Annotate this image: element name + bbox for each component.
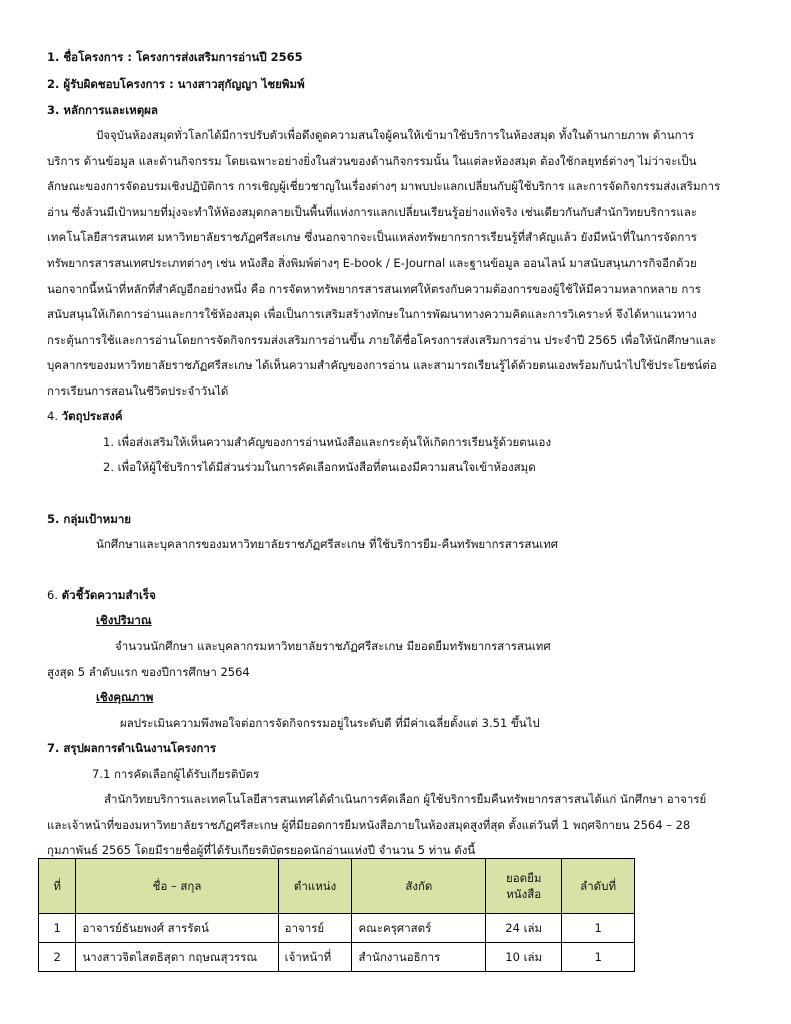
cell-borrow-count: 24 เล่ม — [486, 914, 562, 943]
summary-line: และเจ้าหน้าที่ของมหาวิทยาลัยราชภัฏศรีสะเกษ ผู้ที่มียอดการยืมหนังสือภายในห้องสมุดสูงที่สุด ตั้งแต่วันที่ 1 พฤศจิกายน 2564 – 28 — [47, 818, 691, 832]
cell-affiliation: คณะครุศาสตร์ — [352, 914, 486, 943]
header-no: ที่ — [39, 859, 76, 914]
table-header-row — [39, 859, 635, 914]
target-text: นักศึกษาและบุคลากรของมหาวิทยาลัยราชภัฏศรีสะเกษ ที่ใช้บริการยืม-คืนทรัพยากรสารสนเทศ — [96, 537, 559, 551]
qualitative-text: ผลประเมินความพึงพอใจต่อการจัดกิจกรรมอยู่ในระดับดี ที่มีค่าเฉลี่ยตั้งแต่ 3.51 ขึ้นไป — [120, 716, 540, 730]
cell-no: 2 — [39, 943, 76, 972]
paragraph-line: บุคลากรของมหาวิทยาลัยราชภัฏศรีสะเกษ ได้เห็นความสำคัญของการอ่าน และสามารถเรียนรู้ได้ด้วยตนเองพร้อมกับนำไปใช้ประโยชน์ต่อ — [47, 358, 717, 372]
summary-line: กุมภาพันธ์ 2565 โดยมีรายชื่อผู้ที่ได้รับเกียรติบัตรยอดนักอ่านแห่งปี จำนวน 5 ท่าน ดังนี้ — [47, 843, 476, 857]
paragraph-line: นอกจากนี้หน้าที่หลักที่สำคัญอีกอย่างหนึ่ง คือ การจัดหาทรัพยากรสารสนเทศให้ตรงกับความต้องการของผู้ใช้ให้มีความหลากหลาย การ — [47, 282, 701, 296]
paragraph-line: ลักษณะของการจัดอบรมเชิงปฏิบัติการ การเชิญผู้เชี่ยวชาญในเรื่องต่างๆ มาพบปะแลกเปลี่ยนกับผู้ใช้บริการ และการจัดกิจกรรมส่งเสริมการ — [47, 179, 721, 193]
paragraph-line: สนับสนุนให้เกิดการอ่านและการใช้ห้องสมุด เพื่อเป็นการเสริมสร้างทักษะในการพัฒนาทางความคิดและการวิเคราะห์ จึงได้หาแนวทาง — [47, 307, 697, 321]
summary-subheading: 7.1 การคัดเลือกผู้ได้รับเกียรติบัตร — [92, 767, 260, 781]
target-heading: 5. กลุ่มเป้าหมาย — [47, 512, 132, 526]
quantitative-label: เชิงปริมาณ — [96, 613, 152, 627]
qualitative-label: เชิงคุณภาพ — [96, 690, 154, 704]
cell-rank: 1 — [562, 914, 635, 943]
summary-heading: 7. สรุปผลการดำเนินงานโครงการ — [47, 741, 217, 755]
cell-position: อาจารย์ — [278, 914, 352, 943]
summary-line: สำนักวิทยบริการและเทคโนโลยีสารสนเทศได้ดำเนินการคัดเลือก ผู้ใช้บริการยืมคืนทรัพยากรสารสนได้แก่ นักศึกษา อาจารย์ — [104, 792, 707, 806]
header-rank: ลำดับที่ — [562, 859, 635, 914]
paragraph-line: อ่าน ซึ่งล้วนมีเป้าหมายที่มุ่งจะทำให้ห้องสมุดกลายเป็นพื้นที่แห่งการแลกเปลี่ยนเรียนรู้อย่างแท้จริง เช่นเดียวกันกับสำนักวิทยบริการและ — [47, 205, 698, 219]
table-row — [39, 943, 635, 972]
paragraph-line: การเรียนการสอนในชีวิตประจำวันได้ — [47, 384, 229, 398]
objective-item: 1. เพื่อส่งเสริมให้เห็นความสำคัญของการอ่านหนังสือและกระตุ้นให้เกิดการเรียนรู้ด้วยตนเอง — [103, 435, 552, 449]
objective-item: 2. เพื่อให้ผู้ใช้บริการได้มีส่วนร่วมในการคัดเลือกหนังสือที่ตนเองมีความสนใจเข้าห้องสมุด — [103, 460, 536, 474]
cell-no: 1 — [39, 914, 76, 943]
paragraph-line: เทคโนโลยีสารสนเทศ มหาวิทยาลัยราชภัฏศรีสะเกษ ซึ่งนอกจากจะเป็นแหล่งทรัพยากรการเรียนรู้ที่สำคัญแล้ว ยังมีหน้าที่ในการจัดการ — [47, 230, 697, 244]
paragraph-line: ปัจจุบันห้องสมุดทั่วโลกได้มีการปรับตัวเพื่อดึงดูดความสนใจผู้คนให้เข้ามาใช้บริการในห้องสมุด ทั้งในด้านกายภาพ ด้านการ — [96, 128, 695, 142]
table-row — [39, 914, 635, 943]
header-borrow-count: ยอดยืม หนังสือ — [486, 859, 562, 914]
indicators-heading: 6. ตัวชี้วัดความสำเร็จ — [47, 588, 156, 602]
project-owner: 2. ผู้รับผิดชอบโครงการ : นางสาวสุกัญญา ไชยพิมพ์ — [47, 77, 305, 91]
paragraph-line: บริการ ด้านข้อมูล และด้านกิจกรรม โดยเฉพาะอย่างยิ่งในส่วนของด้านกิจกรรมนั้น ในแต่ละห้องสมุด ต้องใช้กลยุทธ์ต่างๆ ไม่ว่าจะเป็น — [47, 154, 697, 168]
cell-name: นางสาวจิตไสตธิสุดา กฤษณสุวรรณ — [76, 943, 278, 972]
quantitative-text: จำนวนนักศึกษา และบุคลากรมหาวิทยาลัยราชภัฏศรีสะเกษ มียอดยืมทรัพยากรสารสนเทศ — [115, 639, 551, 653]
paragraph-line: ทรัพยากรสารสนเทศประเภทต่างๆ เช่น หนังสือ สิ่งพิมพ์ต่างๆ E-book / E-Journal และฐานข้อมูล ออนไลน์ มาสนับสนุนภารกิจอีกด้วย — [47, 256, 697, 270]
cell-rank: 1 — [562, 943, 635, 972]
principle-heading: 3. หลักการและเหตุผล — [47, 103, 158, 117]
awardees-table — [38, 858, 635, 972]
project-name: 1. ชื่อโครงการ : โครงการส่งเสริมการอ่านปี 2565 — [47, 50, 303, 64]
cell-affiliation: สำนักงานอธิการ — [352, 943, 486, 972]
cell-position: เจ้าหน้าที่ — [278, 943, 352, 972]
objectives-heading: 4. วัตถุประสงค์ — [47, 409, 123, 423]
cell-name: อาจารย์ธันยพงศ์ สารรัตน์ — [76, 914, 278, 943]
cell-borrow-count: 10 เล่ม — [486, 943, 562, 972]
header-position: ตำแหน่ง — [278, 859, 352, 914]
header-name: ชื่อ – สกุล — [76, 859, 278, 914]
header-affiliation: สังกัด — [352, 859, 486, 914]
paragraph-line: กระตุ้นการใช้และการอ่านโดยการจัดกิจกรรมส่งเสริมการอ่านขึ้น ภายใต้ชื่อโครงการส่งเสริมการอ่าน ประจำปี 2565 เพื่อให้นักศึกษาและ — [47, 333, 717, 347]
quantitative-text-cont: สูงสุด 5 ลำดับแรก ของปีการศึกษา 2564 — [47, 665, 250, 679]
